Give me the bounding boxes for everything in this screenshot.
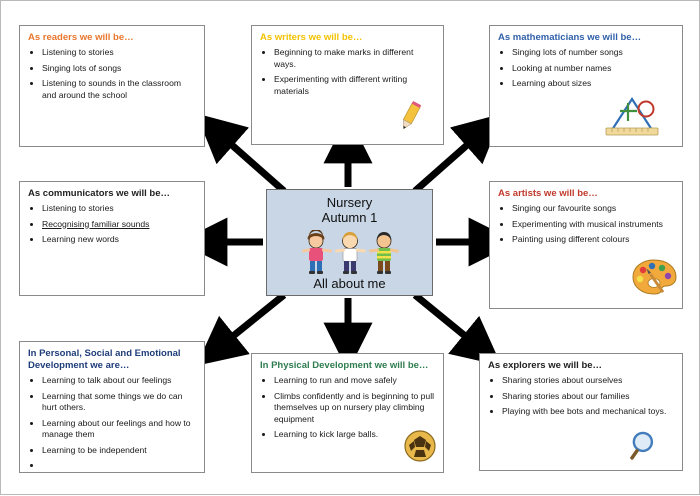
box-physical (251, 353, 444, 473)
list-item: • Looking at number names (512, 63, 674, 75)
box-readers-title: As readers we will be… (28, 32, 134, 43)
center-subtitle: All about me (313, 276, 386, 291)
football-icon (403, 429, 437, 468)
box-communicators (19, 181, 205, 296)
list-item: • Singing lots of number songs (512, 47, 674, 59)
magnifying-glass-icon (618, 429, 662, 468)
list-item (42, 460, 196, 466)
box-pse (19, 341, 205, 473)
box-writers (251, 25, 444, 145)
box-explorers (479, 353, 683, 471)
box-physical-title: In Physical Development we will be… (260, 360, 429, 371)
box-readers (19, 25, 205, 147)
list-item: • Painting using different colours (512, 234, 674, 246)
list-item: • Beginning to make marks in different ways. (274, 47, 435, 70)
list-item: • Listening to sounds in the classroom and around the school (42, 78, 196, 101)
box-readers-list (28, 47, 196, 101)
list-item: • Learning to talk about our feelings (42, 375, 196, 387)
box-writers-title: As writers we will be… (260, 32, 363, 43)
box-explorers-title: As explorers we will be… (488, 360, 603, 371)
list-item: • Learning to be independent (42, 445, 196, 457)
list-item: • Learning to run and move safely (274, 375, 435, 387)
center-title-line2: Autumn 1 (321, 210, 378, 225)
center-topic-box (266, 189, 433, 296)
list-item: • Listening to stories (42, 203, 196, 215)
center-title-line1: Nursery (326, 195, 373, 210)
list-item: • Learning that some things we do can hurt others. (42, 391, 196, 414)
list-item: • Sharing stories about our families (502, 391, 674, 403)
list-item: • Experimenting with different writing materials (274, 74, 435, 97)
list-item: • Experimenting with musical instruments (512, 219, 674, 231)
center-title (267, 190, 432, 225)
list-item: • Learning about our feelings and how to manage them (42, 418, 196, 441)
box-mathematicians-title: As mathematicians we will be… (498, 32, 642, 43)
arrow-to-pse (217, 295, 284, 349)
box-mathematicians-list (498, 47, 674, 90)
arrow-to-explorers (415, 295, 481, 349)
list-item: • Sharing stories about ourselves (502, 375, 674, 387)
list-item: • Learning about sizes (512, 78, 674, 90)
children-holding-hands-icon (267, 230, 432, 276)
list-item-underlined: Recognising familiar sounds (42, 218, 150, 229)
list-item: • Learning to kick large balls. (274, 429, 435, 441)
list-item: • Listening to stories (42, 47, 196, 59)
list-item: • Singing lots of songs (42, 63, 196, 75)
list-item: • Singing our favourite songs (512, 203, 674, 215)
box-communicators-title: As communicators we will be… (28, 188, 171, 199)
list-item: • Learning new words (42, 234, 196, 246)
box-communicators-list (28, 203, 196, 246)
list-item: • Playing with bee bots and mechanical toys. (502, 406, 674, 418)
box-explorers-list (488, 375, 674, 418)
pencil-icon (391, 101, 431, 140)
list-item: • Climbs confidently and is beginning to pull themselves up on nursery play climbing equipment (274, 391, 435, 426)
box-writers-list (260, 47, 435, 97)
box-pse-title: In Personal, Social and Emotional Development we are… (28, 348, 181, 371)
list-item (42, 219, 196, 231)
box-artists-list (498, 203, 674, 246)
box-pse-list (28, 375, 196, 466)
paint-palette-icon (630, 257, 678, 302)
box-artists (489, 181, 683, 309)
box-mathematicians (489, 25, 683, 147)
box-artists-title: As artists we will be… (498, 188, 598, 199)
maths-tools-icon (604, 95, 660, 144)
